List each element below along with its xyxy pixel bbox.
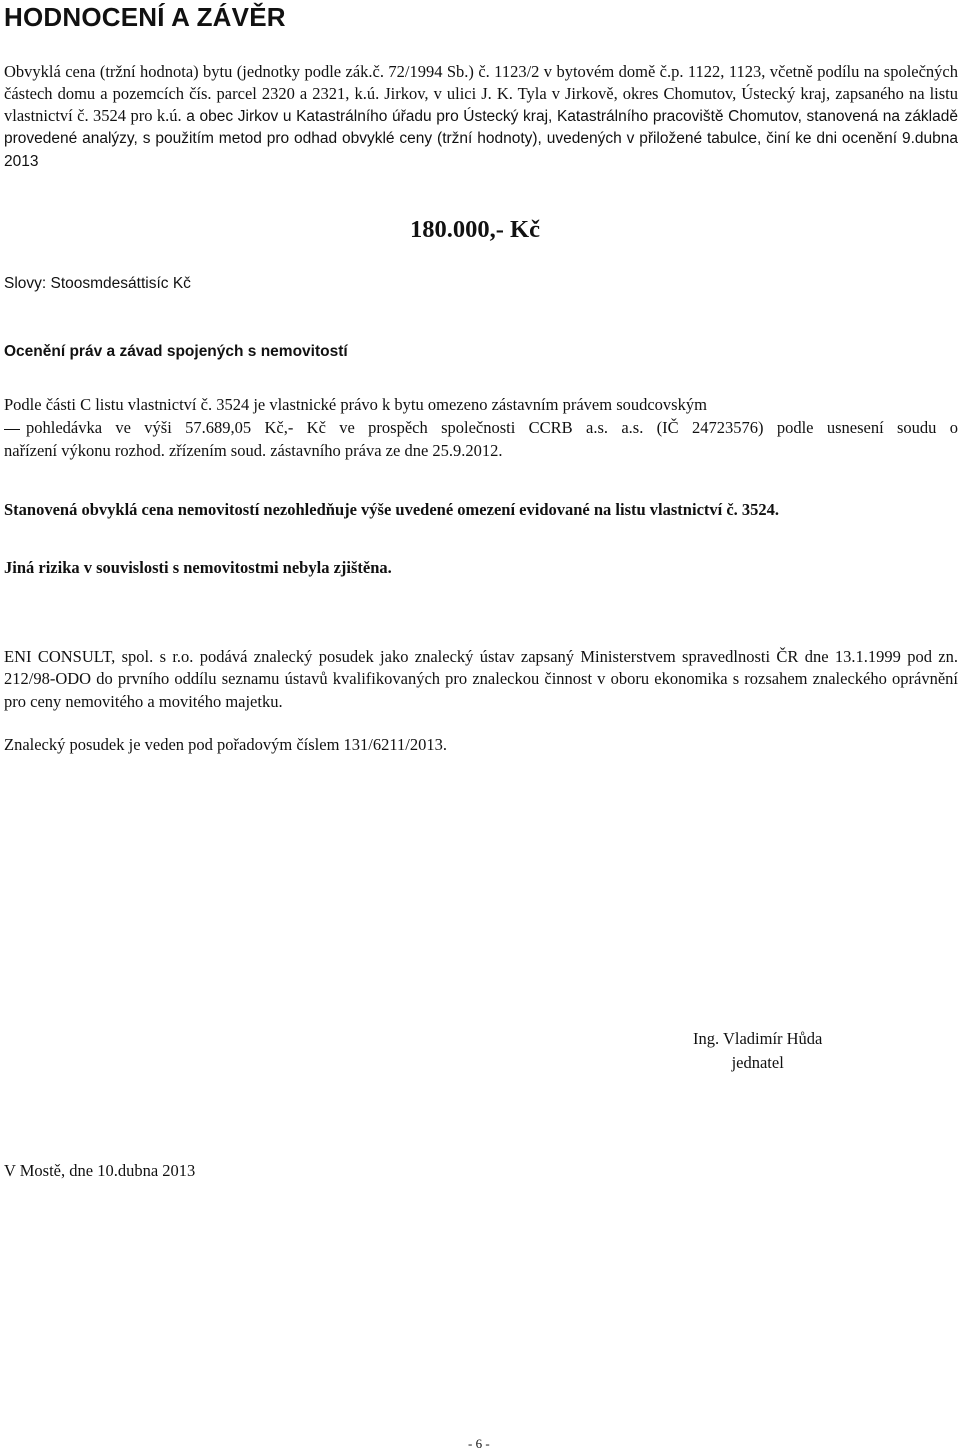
valuation-date: 9.dubna 2013	[4, 130, 958, 171]
amount-in-words: Slovy: Stoosmdesáttisíc Kč	[4, 275, 191, 292]
rights-paragraph	[4, 393, 958, 462]
dash-mark	[4, 429, 20, 430]
expert-institute-paragraph: ENI CONSULT, spol. s r.o. podává znalecký posudek jako znalecký ústav zapsaný Ministerstvem spravedlnosti ČR dne 13.1.1999 pod zn. 212/98-ODO do prvního oddílu seznamu ústavů kvalifikovaných pro znaleckou činnost v oboru ekonomika s rozsahem znaleckého oprávnění pro ceny nemovitého a movitého majetku.	[4, 647, 958, 711]
place-and-date: V Mostě, dne 10.dubna 2013	[4, 1161, 196, 1180]
signatory-name: Ing. Vladimír Hůda	[693, 1029, 823, 1048]
market-value-amount: 180.000,- Kč	[410, 216, 540, 243]
valuation-text-part1: Obvyklá cena (tržní hodnota) bytu (jednotky podle zák.č. 72/1994 Sb.) č. 1123/2 v bytovém domě č.p. 1122, 1123, včetně podílu na společných částech domu a pozemcích čís. parcel 2320 a 2321, k.ú. Jirkov, v ulici J. K. Tyla v Jirkově, okres Chomutov, Ústecký kraj, zapsaného na listu vlastnictví č. 3524 pro k.ú.	[4, 62, 958, 125]
page-number: - 6 -	[468, 1436, 490, 1451]
page-heading: HODNOCENÍ A ZÁVĚR	[4, 2, 286, 32]
registry-number: Znalecký posudek je veden pod pořadovým číslem 131/6211/2013.	[4, 735, 447, 754]
rights-section-title: Ocenění práv a závad spojených s nemovitostí	[4, 343, 348, 360]
valuation-paragraph	[4, 61, 958, 173]
price-statement: Stanovená obvyklá cena nemovitostí nezohledňuje výše uvedené omezení evidované na listu vlastnictví č. 3524.	[4, 500, 780, 519]
rights-line-2	[4, 416, 958, 439]
signature-block	[693, 1027, 822, 1074]
signatory-role: jednatel	[731, 1052, 784, 1072]
risks-statement: Jiná rizika v souvislosti s nemovitostmi nebyla zjištěna.	[4, 558, 392, 577]
valuation-text-part2: a obec Jirkov u Katastrálního úřadu pro Ústecký kraj, Katastrálního pracoviště Chomutov, stanovená na základě provedené analýzy, s použitím metod pro odhad obvyklé ceny (tržní hodnoty), uvedených v přiložené tabulce, činí ke dni ocenění	[4, 107, 958, 148]
rights-line-3: nařízení výkonu rozhod. zřízením soud. zástavního práva ze dne 25.9.2012.	[4, 441, 503, 460]
rights-line-1: Podle části C listu vlastnictví č. 3524 je vlastnické právo k bytu omezeno zástavním právem soudcovským	[4, 395, 707, 414]
rights-line-2-text: pohledávka ve výši 57.689,05 Kč,- Kč ve prospěch společnosti CCRB a.s. a.s. (IČ 24723576) podle usnesení soudu o	[26, 418, 958, 437]
